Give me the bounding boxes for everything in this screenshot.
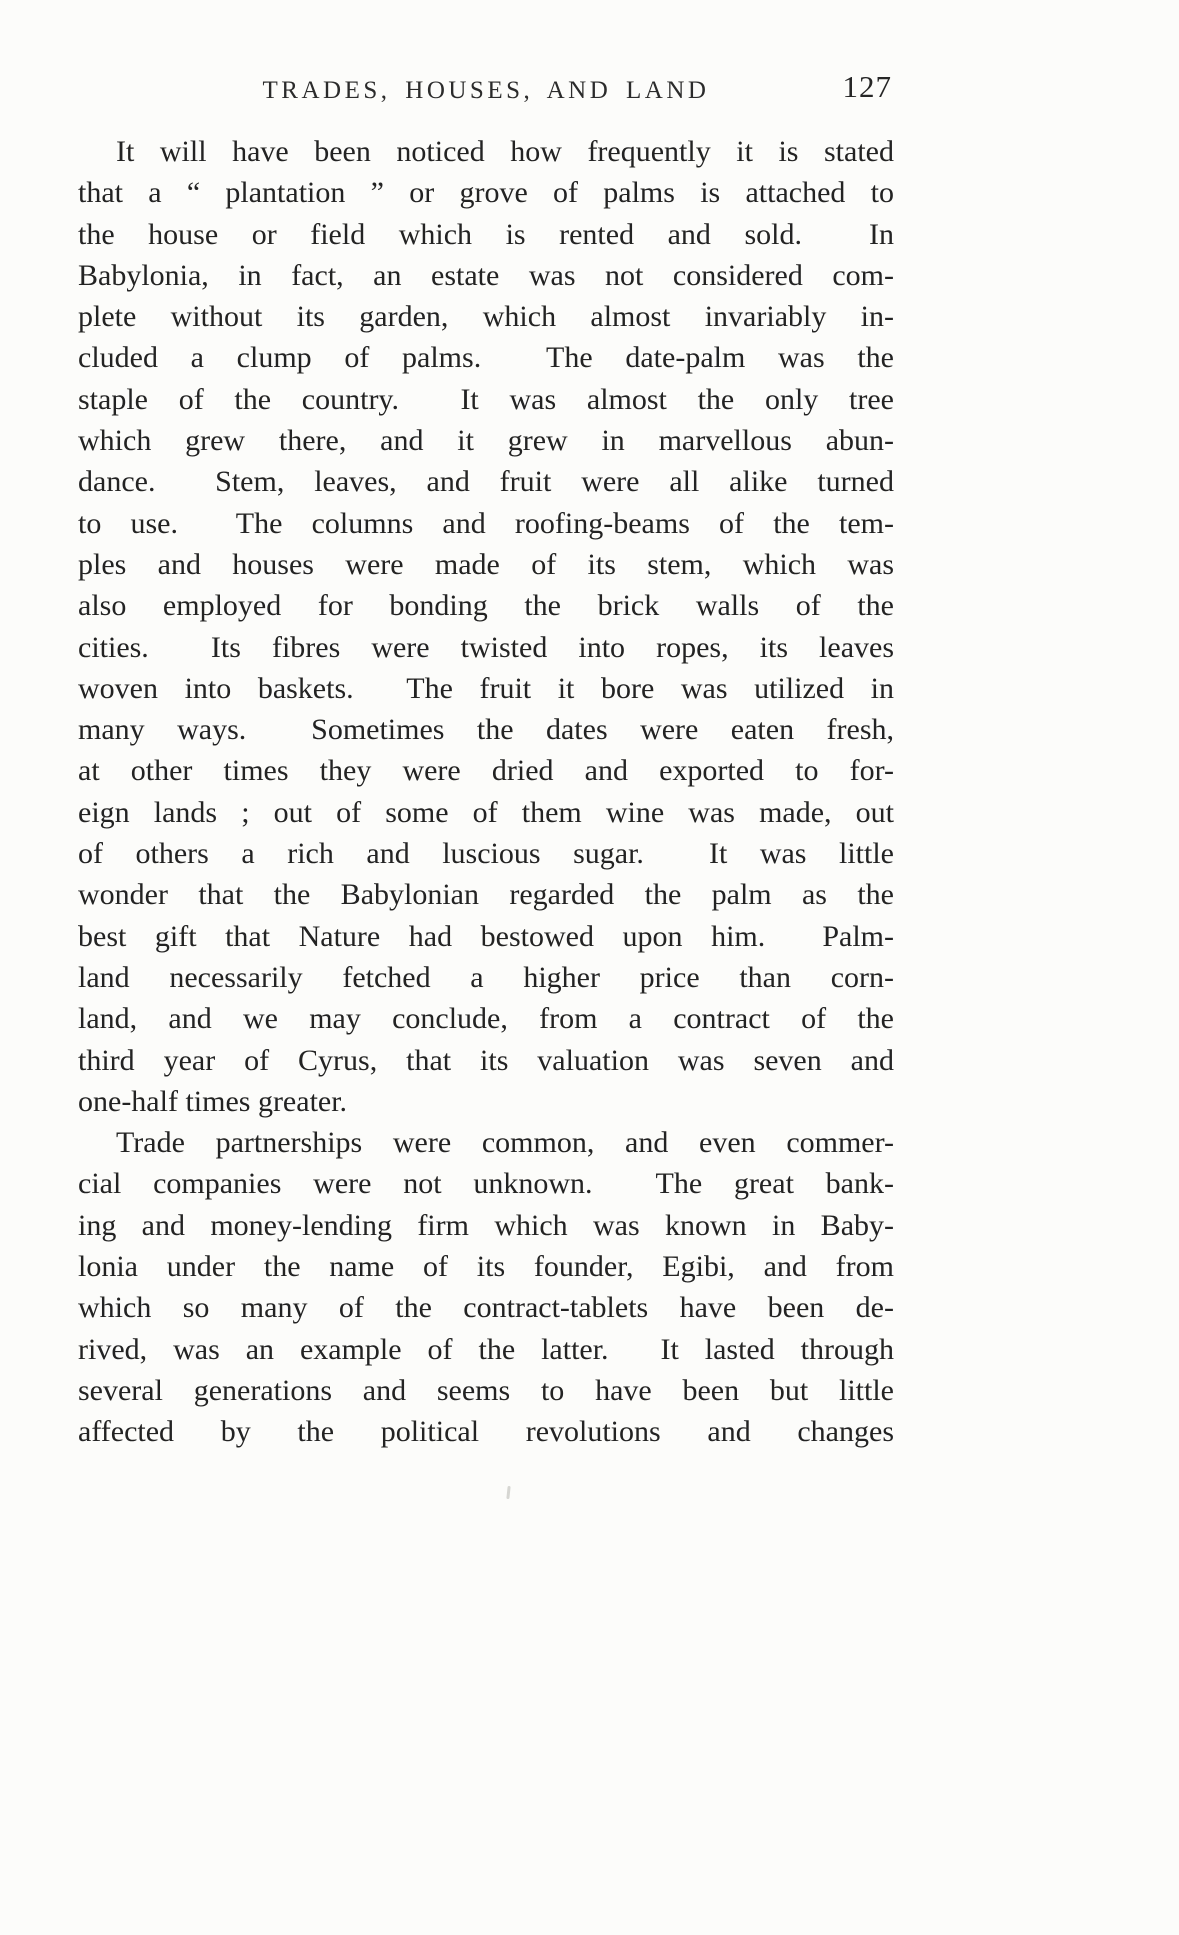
text-line: eign lands ; out of some of them wine was made, out (78, 795, 894, 829)
text-line: which so many of the contract-tablets have been de- (78, 1291, 894, 1325)
text-line: lonia under the name of its founder, Egibi, and from (78, 1250, 894, 1284)
text-line: rived, was an example of the latter. It lasted through (78, 1332, 894, 1366)
text-line: to use. The columns and roofing-beams of the tem- (78, 506, 894, 540)
text-line: It will have been noticed how frequently it is stated (116, 135, 894, 168)
text-line: which grew there, and it grew in marvellous abun- (78, 424, 894, 458)
text-line: several generations and seems to have been but little (78, 1373, 894, 1407)
paragraph (78, 131, 894, 1122)
text-line: staple of the country. It was almost the only tree (78, 382, 894, 416)
text-line: of others a rich and luscious sugar. It was little (78, 837, 894, 871)
running-title: TRADES, HOUSES, AND LAND (262, 77, 710, 104)
paragraph (78, 1122, 894, 1452)
text-line: that a “ plantation ” or grove of palms is attached to (78, 176, 894, 210)
text-line: at other times they were dried and exported to for- (78, 754, 894, 788)
text-line: the house or field which is rented and sold. In (78, 217, 894, 251)
text-line: woven into baskets. The fruit it bore was utilized in (78, 671, 894, 705)
text-line: Trade partnerships were common, and even commer- (116, 1126, 894, 1160)
text-line: cities. Its fibres were twisted into ropes, its leaves (78, 630, 894, 664)
text-line: dance. Stem, leaves, and fruit were all alike turned (78, 465, 894, 499)
text-line: affected by the political revolutions and changes (78, 1415, 894, 1449)
text-line: wonder that the Babylonian regarded the palm as the (78, 878, 894, 912)
text-line: Babylonia, in fact, an estate was not considered com- (78, 258, 894, 292)
text-line: many ways. Sometimes the dates were eaten fresh, (78, 713, 894, 747)
page-number: 127 (842, 69, 892, 104)
scan-artifact-mark (506, 1486, 510, 1499)
text-line: one-half times greater. (78, 1084, 348, 1118)
text-line: ing and money-lending firm which was known in Baby- (78, 1208, 894, 1242)
page-body (78, 131, 894, 1453)
text-line: cluded a clump of palms. The date-palm was the (78, 341, 894, 375)
text-line: plete without its garden, which almost invariably in- (78, 300, 894, 334)
text-line: also employed for bonding the brick walls of the (78, 589, 894, 623)
text-line: best gift that Nature had bestowed upon him. Palm- (78, 919, 894, 953)
text-line: land, and we may conclude, from a contract of the (78, 1002, 894, 1036)
text-line: land necessarily fetched a higher price than corn- (78, 960, 894, 994)
text-line: ples and houses were made of its stem, which was (78, 547, 894, 581)
text-line: third year of Cyrus, that its valuation was seven and (78, 1043, 894, 1077)
text-line: cial companies were not unknown. The great bank- (78, 1167, 894, 1201)
page-header (78, 68, 894, 114)
